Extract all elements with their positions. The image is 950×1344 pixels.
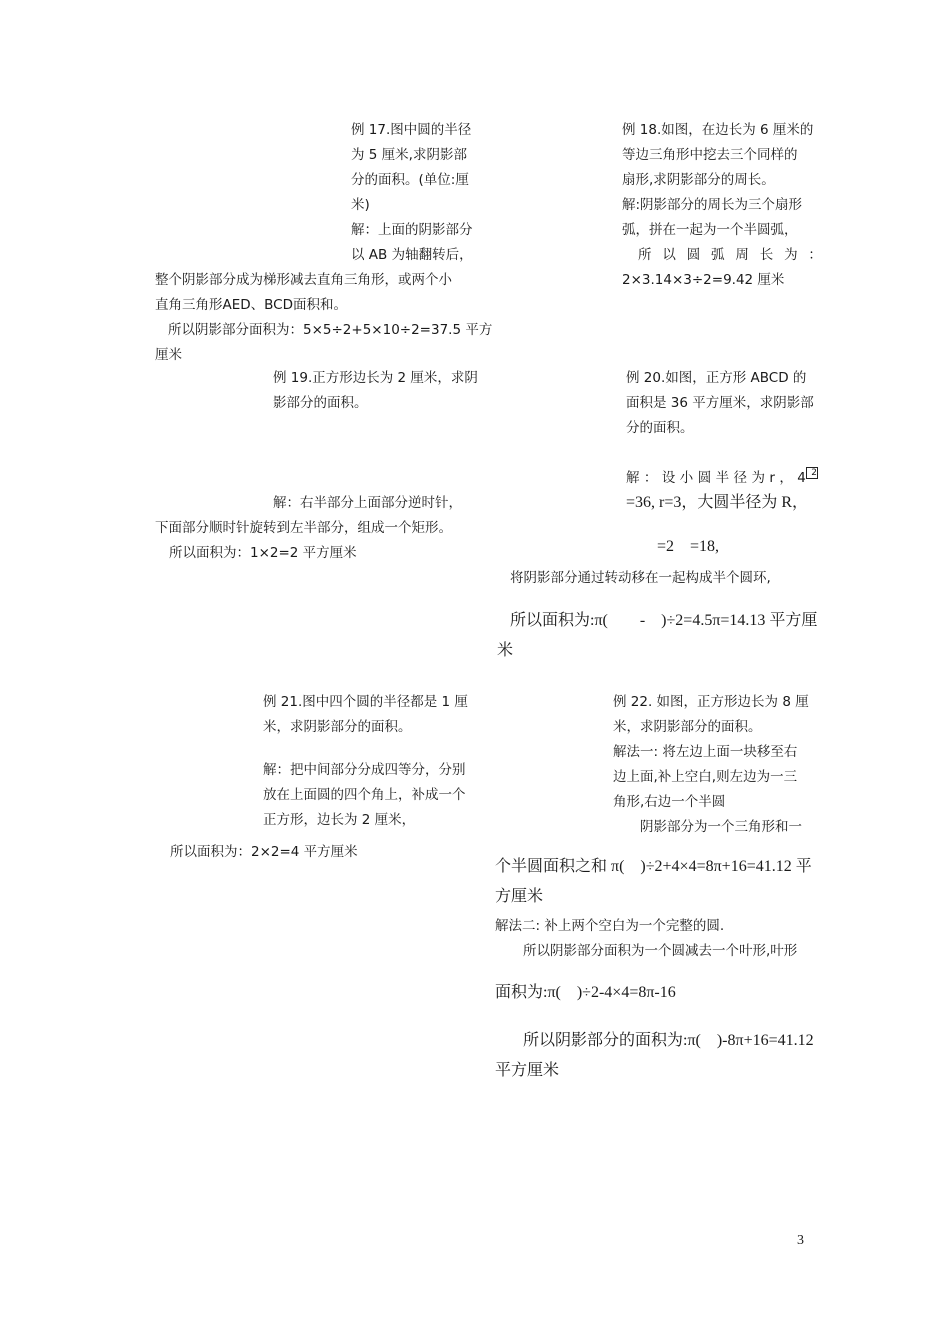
ex17-line: 解：上面的阴影部分	[351, 222, 473, 238]
ex17-wide-line: 直角三角形AED、BCD面积和。	[155, 297, 348, 313]
ex21-block	[263, 690, 483, 833]
ex17-block	[351, 118, 481, 268]
ex17-line: 例 17.图中圆的半径	[351, 122, 472, 138]
ex22-leaf-area: 面积为:π( )÷2-4×4=8π-16	[495, 984, 676, 1001]
ex20-answer: 所以面积为:π( - )÷2=4.5π=14.13 平方厘 米	[497, 612, 818, 659]
page-number: 3	[797, 1233, 804, 1248]
ex17-answer: 所以阴影部分面积为：5×5÷2+5×10÷2=37.5 平方	[168, 322, 493, 338]
ex21-line: 例 21.图中四个圆的半径都是 1 厘	[263, 694, 468, 710]
ex19-sol-line: 下面部分顺时针旋转到左半部分，组成一个矩形。	[155, 520, 452, 536]
formula-box-icon: 2	[806, 467, 818, 479]
ex19-answer: 所以面积为：1×2=2 平方厘米	[169, 545, 357, 561]
ex22-final: 所以阴影部分的面积为:π( )-8π+16=41.12 平方厘米	[495, 1032, 814, 1079]
ex20-sol-cont: =36, r=3，大圆半径为 R，	[626, 494, 809, 511]
ex18-line: 扇形,求阴影部分的周长。	[622, 172, 775, 188]
ex21-line: 放在上面圆的四个角上，补成一个	[263, 787, 466, 803]
ex21-line: 解：把中间部分分成四等分，分别	[263, 762, 466, 778]
ex17-line: 以 AB 为轴翻转后，	[351, 247, 473, 263]
ex17-line: 米)	[351, 197, 370, 213]
ex20-block	[626, 366, 821, 441]
ex21-answer: 所以面积为：2×2=4 平方厘米	[170, 844, 358, 860]
ex22-line: 阴影部分为一个三角形和一	[640, 819, 802, 835]
ex20-line: 例 20.如图，正方形 ABCD 的	[626, 370, 807, 386]
ex21-line	[263, 740, 483, 758]
ex22-line: 边上面,补上空白,则左边为一三	[613, 769, 798, 785]
ex20-equation: =2 =18,	[657, 538, 720, 555]
ex18-line: 弧，拼在一起为一个半圆弧，	[622, 222, 798, 238]
ex22-method2: 解法二: 补上两个空白为一个完整的圆.	[495, 918, 725, 934]
ex20-solution-line: 解 ： 设 小 圆 半 径 为 r ， 4	[626, 470, 806, 486]
ex19-solution	[155, 491, 462, 566]
ex21-line: 正方形，边长为 2 厘米，	[263, 812, 416, 828]
ex18-calc: 2×3.14×3÷2=9.42 厘米	[622, 272, 785, 288]
ex22-line-7: 个半圆面积之和 π( )÷2+4×4=8π+16=41.12 平 方厘米	[495, 858, 812, 905]
ex20-rotation: 将阴影部分通过转动移在一起构成半个圆环,	[510, 570, 771, 586]
ex22-block	[613, 690, 823, 840]
ex17-line: 为 5 厘米,求阴影部	[351, 147, 467, 163]
ex22-line: 解法一: 将左边上面一块移至右	[613, 744, 798, 760]
ex22-method2-line: 所以阴影部分面积为一个圆减去一个叶形,叶形	[523, 943, 798, 959]
ex18-block	[622, 118, 822, 293]
ex22-line: 例 22. 如图，正方形边长为 8 厘	[613, 694, 809, 710]
ex19-line: 影部分的面积。	[273, 395, 368, 411]
ex19-block	[273, 366, 478, 416]
ex17-answer-cont: 厘米	[155, 347, 182, 363]
ex18-justified-line: 所 以 圆 弧 周 长 为 ：	[638, 247, 822, 263]
ex17-wide-line: 整个阴影部分成为梯形减去直角三角形，或两个小	[155, 272, 452, 288]
ex22-line: 角形,右边一个半圆	[613, 794, 726, 810]
ex22-line: 米，求阴影部分的面积。	[613, 719, 762, 735]
ex19-sol-line: 解：右半部分上面部分逆时针，	[273, 495, 462, 511]
ex21-line: 米，求阴影部分的面积。	[263, 719, 412, 735]
ex18-line: 等边三角形中挖去三个同样的	[622, 147, 798, 163]
ex20-line: 分的面积。	[626, 420, 694, 436]
ex17-line: 分的面积。(单位:厘	[351, 172, 469, 188]
ex20-line: 面积是 36 平方厘米，求阴影部	[626, 395, 814, 411]
ex18-line: 解:阴影部分的周长为三个扇形	[622, 197, 803, 213]
ex19-line: 例 19.正方形边长为 2 厘米，求阴	[273, 370, 478, 386]
ex17-solution	[155, 268, 492, 368]
ex18-line: 例 18.如图，在边长为 6 厘米的	[622, 122, 814, 138]
